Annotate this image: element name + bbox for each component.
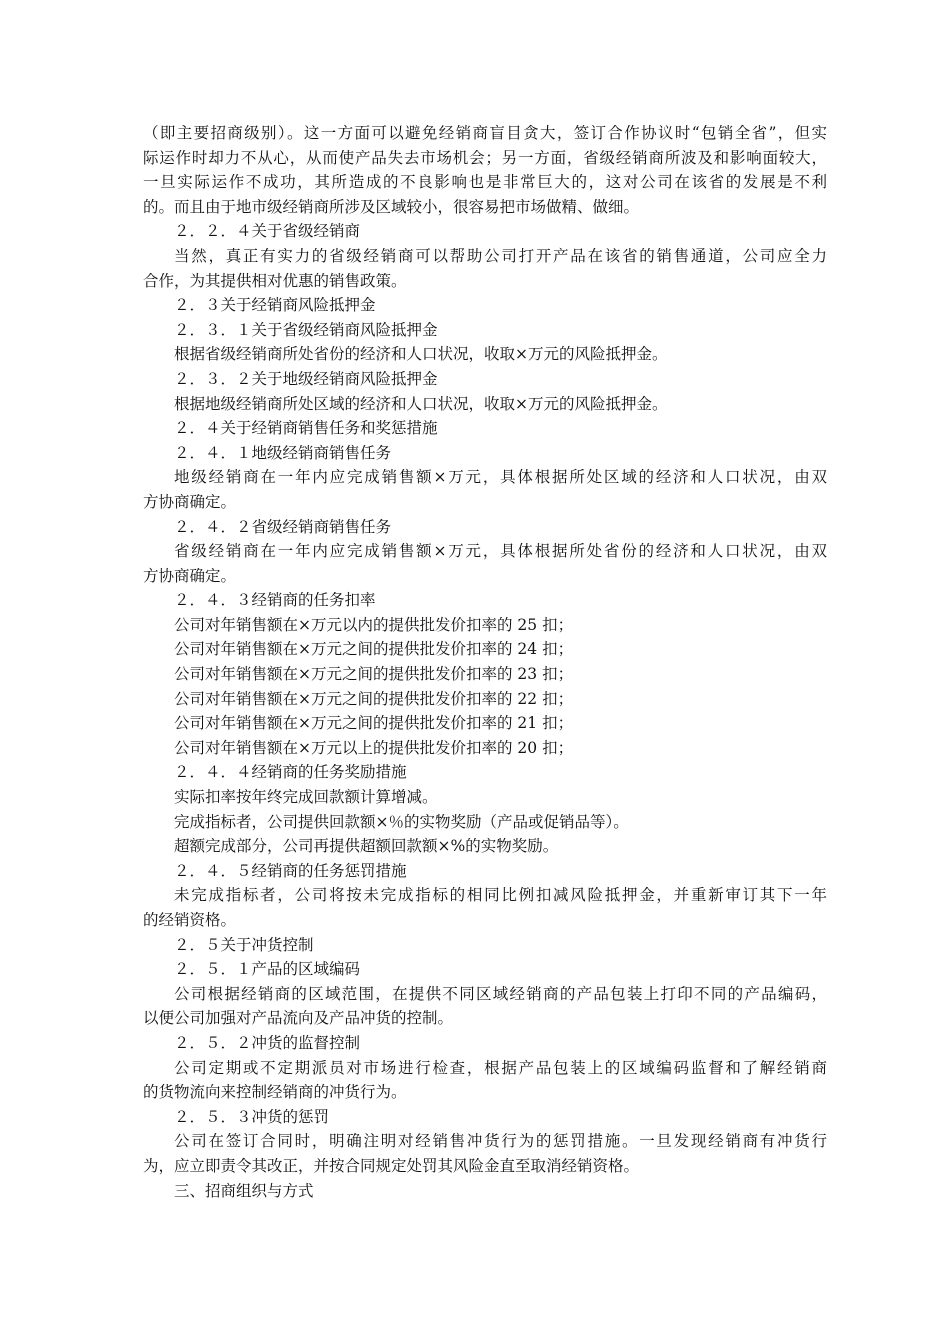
text-line: 根据省级经销商所处省份的经济和人口状况，收取×万元的风险抵押金。	[174, 345, 668, 364]
text-line: 公司对年销售额在×万元之间的提供批发价扣率的 24 扣；	[174, 640, 574, 659]
text-line: 完成指标者，公司提供回款额×％的实物奖励（产品或促销品等）。	[174, 812, 629, 831]
text-line: 合作，为其提供相对优惠的销售政策。	[143, 271, 407, 290]
text-line: ２．４．４经销商的任务奖励措施	[174, 763, 407, 782]
text-line: ２．４．５经销商的任务惩罚措施	[174, 861, 407, 880]
text-line: 际运作时却力不从心，从而使产品失去市场机会；另一方面，省级经销商所波及和影响面较大，	[143, 148, 827, 167]
text-line: ２．４关于经销商销售任务和奖惩措施	[174, 419, 438, 438]
text-line: 以便公司加强对产品流向及产品冲货的控制。	[143, 1009, 454, 1028]
text-line: 当然，真正有实力的省级经销商可以帮助公司打开产品在该省的销售通道，公司应全力	[174, 246, 827, 265]
text-line: ２．５．３冲货的惩罚	[174, 1107, 330, 1126]
text-line: ２．４．２省级经销商销售任务	[174, 517, 392, 536]
text-line: 根据地级经销商所处区域的经济和人口状况，收取×万元的风险抵押金。	[174, 394, 668, 413]
text-line: 未完成指标者，公司将按未完成指标的相同比例扣减风险抵押金，并重新审订其下一年	[174, 886, 827, 905]
text-line: （即主要招商级别）。这一方面可以避免经销商盲目贪大，签订合作协议时“包销全省”，但实	[143, 124, 827, 142]
text-line: 公司在签订合同时，明确注明对经销售冲货行为的惩罚措施。一旦发现经销商有冲货行	[174, 1132, 827, 1151]
text-line: 三、招商组织与方式	[174, 1181, 314, 1200]
text-line: ２．３．２关于地级经销商风险抵押金	[174, 369, 438, 388]
text-line: 公司对年销售额在×万元之间的提供批发价扣率的 23 扣；	[174, 665, 574, 684]
text-line: 公司根据经销商的区域范围，在提供不同区域经销商的产品包装上打印不同的产品编码，	[174, 984, 827, 1003]
text-line: ２．２．４关于省级经销商	[174, 222, 361, 241]
text-line: 实际扣率按年终完成回款额计算增减。	[174, 788, 438, 807]
text-line: ２．５．２冲货的监督控制	[174, 1033, 361, 1052]
text-line: ２．５．１产品的区域编码	[174, 960, 361, 979]
text-line: 超额完成部分，公司再提供超额回款额×%的实物奖励。	[174, 837, 559, 856]
text-line: 的经销资格。	[143, 911, 237, 929]
text-line: 为，应立即责令其改正，并按合同规定处罚其风险金直至取消经销资格。	[143, 1156, 640, 1175]
text-line: 省级经销商在一年内应完成销售额×万元，具体根据所处省份的经济和人口状况，由双	[174, 542, 827, 561]
text-line: 方协商确定。	[143, 492, 237, 511]
text-line: 的货物流向来控制经销商的冲货行为。	[143, 1083, 407, 1102]
text-line: 一旦实际运作不成功，其所造成的不良影响也是非常巨大的，这对公司在该省的发展是不利	[143, 173, 827, 192]
document-page	[143, 121, 827, 1203]
text-line: 公司定期或不定期派员对市场进行检查，根据产品包装上的区域编码监督和了解经销商	[174, 1058, 827, 1077]
text-line: 地级经销商在一年内应完成销售额×万元，具体根据所处区域的经济和人口状况，由双	[174, 468, 827, 487]
text-line: ２．３关于经销商风险抵押金	[174, 296, 376, 315]
text-line: 公司对年销售额在×万元以内的提供批发价扣率的 25 扣；	[174, 615, 574, 634]
text-line: 方协商确定。	[143, 566, 237, 585]
text-line: 公司对年销售额在×万元之间的提供批发价扣率的 21 扣；	[174, 714, 574, 733]
text-line: ２．４．１地级经销商销售任务	[174, 443, 392, 462]
text-line: ２．５关于冲货控制	[174, 935, 314, 954]
text-line: ２．４．３经销商的任务扣率	[174, 591, 376, 610]
text-line: 公司对年销售额在×万元之间的提供批发价扣率的 22 扣；	[174, 689, 574, 708]
text-line: ２．３．１关于省级经销商风险抵押金	[174, 320, 438, 339]
text-line: 公司对年销售额在×万元以上的提供批发价扣率的 20 扣；	[174, 738, 574, 757]
text-line: 的。而且由于地市级经销商所涉及区域较小，很容易把市场做精、做细。	[143, 197, 640, 216]
